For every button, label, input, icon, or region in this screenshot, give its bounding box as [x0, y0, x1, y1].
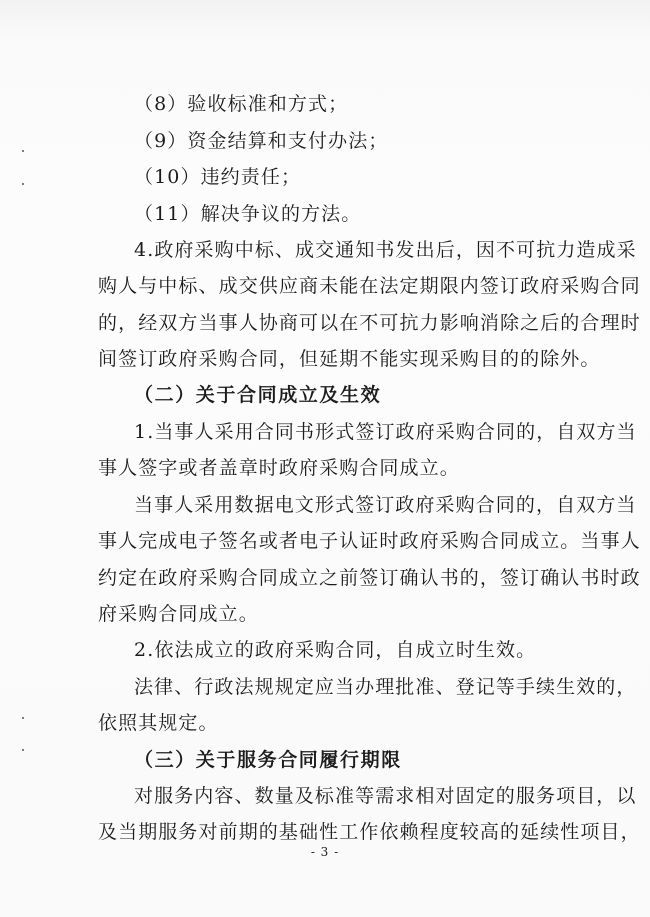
- list-item-9: （9）资金结算和支付办法；: [134, 130, 389, 152]
- paragraph-line: 事人完成电子签名或者电子认证时政府采购合同成立。当事人: [98, 530, 641, 552]
- section-heading-2: （二）关于合同成立及生效: [134, 384, 382, 406]
- paragraph-line: 4.政府采购中标、成交通知书发出后，因不可抗力造成采: [134, 239, 637, 261]
- paragraph-line: 对服务内容、数量及标准等需求相对固定的服务项目，以: [134, 785, 637, 807]
- list-item-11: （11）解决争议的方法。: [134, 203, 362, 225]
- paragraph-line: 法律、行政法规规定应当办理批准、登记等手续生效的，: [134, 676, 637, 698]
- list-item-8: （8）验收标准和方式；: [134, 93, 349, 115]
- paragraph-line: 府采购合同成立。: [98, 603, 259, 625]
- scan-speck: [22, 150, 24, 152]
- paragraph-line: 约定在政府采购合同成立之前签订确认书的，签订确认书时政: [98, 567, 641, 589]
- paragraph-line: 依照其规定。: [98, 712, 219, 734]
- paragraph-line: 及当期服务对前期的基础性工作依赖程度较高的延续性项目，: [98, 821, 641, 843]
- paragraph-line: 1.当事人采用合同书形式签订政府采购合同的，自双方当: [134, 421, 637, 443]
- section-heading-3: （三）关于服务合同履行期限: [134, 749, 402, 771]
- paragraph-line: 购人与中标、成交供应商未能在法定期限内签订政府采购合同: [98, 275, 641, 297]
- scan-speck: [22, 717, 24, 719]
- paragraph-line: 的，经双方当事人协商可以在不可抗力影响消除之后的合理时: [98, 312, 641, 334]
- scan-speck: [22, 749, 24, 751]
- list-item-10: （10）违约责任；: [134, 166, 302, 188]
- paragraph-line: 2.依法成立的政府采购合同，自成立时生效。: [134, 639, 537, 661]
- scan-speck: [22, 183, 24, 185]
- paragraph-line: 当事人采用数据电文形式签订政府采购合同的，自双方当: [134, 494, 637, 516]
- paragraph-line: 事人签字或者盖章时政府采购合同成立。: [98, 457, 460, 479]
- page-number: - 3 -: [310, 845, 340, 859]
- paragraph-line: 间签订政府采购合同，但延期不能实现采购目的的除外。: [98, 348, 601, 370]
